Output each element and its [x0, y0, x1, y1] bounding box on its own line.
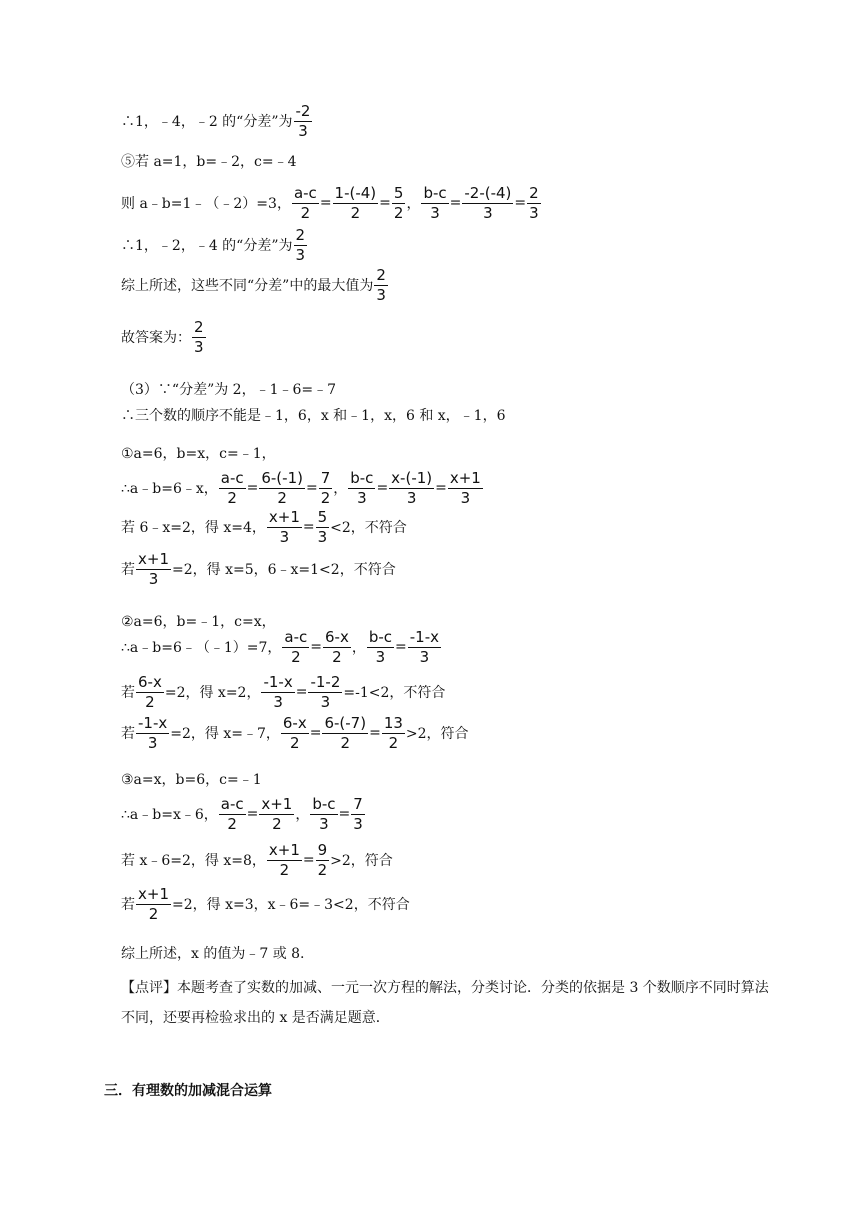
fraction-denominator: 2 — [145, 692, 155, 711]
line-text: = — [319, 195, 332, 211]
line-text: >2，符合 — [405, 726, 469, 742]
line-text: 若 — [121, 726, 135, 742]
fraction-denominator: 3 — [298, 121, 308, 140]
fraction-denominator: 2 — [340, 733, 351, 752]
fraction-numerator: 5 — [317, 507, 328, 526]
fraction-numerator: 2 — [194, 317, 204, 336]
fraction-denominator: 3 — [406, 488, 417, 507]
fraction-numerator: a-c — [284, 627, 308, 646]
fraction-denominator: 3 — [317, 527, 328, 546]
fraction — [367, 627, 394, 666]
fraction-numerator: 5 — [393, 183, 404, 202]
fraction-numerator: x+1 — [138, 549, 169, 568]
fraction-denominator: 3 — [320, 692, 331, 711]
fraction-denominator: 2 — [290, 733, 300, 752]
fraction — [462, 183, 513, 222]
fraction-numerator: x-(-1) — [391, 468, 433, 487]
solution-line — [121, 436, 276, 470]
fraction-numerator: 2 — [295, 225, 306, 244]
fraction-numerator: b-c — [368, 627, 393, 646]
fraction — [281, 713, 309, 752]
line-text: ， — [406, 196, 421, 212]
line-text: = — [302, 852, 315, 868]
fraction-numerator: -2 — [295, 101, 311, 120]
fraction-numerator: 6-(-1) — [261, 468, 303, 487]
line-text: 若 — [121, 685, 135, 701]
fraction-denominator: 2 — [317, 860, 328, 879]
fraction — [267, 507, 302, 546]
fraction-denominator: 2 — [277, 488, 287, 507]
solution-line — [121, 144, 297, 178]
fraction — [259, 794, 294, 833]
line-text: = — [246, 806, 259, 822]
solution-line — [121, 317, 207, 356]
fraction-denominator: 3 — [529, 203, 539, 222]
fraction — [310, 794, 337, 833]
comment-paragraph: 【点评】本题考查了实数的加减、一元一次方程的解法，分类讨论．分类的依据是 3 个数顺序不同时算法不同，还要再检验求出的 x 是否满足题意． — [121, 980, 769, 1026]
fraction-denominator: 2 — [320, 488, 331, 507]
fraction-numerator: -1-x — [138, 713, 168, 732]
fraction — [259, 468, 305, 507]
line-text: 若 x﹣6=2，得 x=8， — [121, 853, 266, 869]
fraction-numerator: x+1 — [268, 840, 300, 859]
line-text: =-1<2，不符合 — [343, 685, 446, 701]
fraction-numerator: 2 — [376, 265, 386, 284]
fraction-denominator: 3 — [148, 569, 159, 588]
fraction — [308, 672, 342, 711]
solution-line — [121, 627, 442, 666]
line-text: = — [338, 806, 351, 822]
fraction — [389, 468, 434, 507]
fraction — [319, 468, 333, 507]
line-text: ∴三个数的顺序不能是﹣1，6，x 和﹣1，x，6 和 x，﹣1，6 — [121, 408, 506, 424]
solution-line — [121, 840, 393, 879]
fraction-numerator: -2-(-4) — [464, 183, 512, 202]
fraction — [374, 265, 388, 304]
fraction — [219, 794, 246, 833]
line-text: （3）∵“分差”为 2，﹣1﹣6=﹣7 — [121, 382, 337, 398]
fraction — [421, 183, 448, 222]
fraction-denominator: 3 — [319, 814, 329, 833]
solution-line — [121, 549, 396, 588]
fraction — [351, 794, 365, 833]
line-text: ①a=6，b=x，c=﹣1， — [121, 446, 276, 462]
line-text: ∴a﹣b=x﹣6， — [121, 807, 218, 823]
fraction-numerator: x+1 — [449, 468, 481, 487]
fraction — [448, 468, 483, 507]
line-text: 故答案为： — [121, 330, 191, 346]
fraction — [192, 317, 206, 356]
fraction-denominator: 2 — [227, 488, 237, 507]
line-text: 则 a﹣b=1﹣（﹣2）=3， — [121, 196, 291, 212]
fraction-numerator: b-c — [423, 183, 447, 202]
fraction-denominator: 3 — [295, 245, 306, 264]
solution-line — [121, 794, 366, 833]
fraction — [136, 713, 169, 752]
fraction-numerator: 6-(-7) — [324, 713, 367, 732]
line-text: 若 — [121, 897, 135, 913]
fraction — [136, 549, 171, 588]
fraction-numerator: -1-2 — [310, 672, 341, 691]
solution-line — [121, 936, 305, 970]
solution-line — [121, 713, 469, 752]
line-text: 若 6﹣x=2，得 x=4， — [121, 520, 266, 536]
line-text: ③a=x，b=6，c=﹣1 — [121, 772, 262, 788]
fraction — [527, 183, 541, 222]
line-text: = — [369, 725, 381, 741]
line-text: ∴1，﹣2，﹣4 的“分差”为 — [121, 238, 293, 254]
fraction-numerator: b-c — [312, 794, 336, 813]
fraction — [316, 507, 330, 546]
fraction — [136, 672, 164, 711]
line-text: ∴a﹣b=6﹣（﹣1）=7， — [121, 640, 282, 656]
fraction-denominator: 2 — [227, 814, 237, 833]
fraction-numerator: 2 — [529, 183, 539, 202]
fraction — [294, 225, 308, 264]
fraction-numerator: -1-x — [409, 627, 440, 646]
fraction — [408, 627, 441, 666]
fraction-denominator: 3 — [375, 647, 386, 666]
fraction — [382, 713, 405, 752]
solution-line — [121, 468, 484, 507]
fraction-numerator: 7 — [320, 468, 331, 487]
fraction — [282, 627, 309, 666]
fraction — [136, 884, 171, 923]
fraction — [392, 183, 406, 222]
fraction-numerator: 13 — [383, 713, 403, 732]
line-text: =2，得 x=2， — [164, 685, 261, 701]
line-text: = — [449, 195, 462, 211]
fraction-numerator: 1-(-4) — [334, 183, 377, 202]
line-text: = — [246, 480, 259, 496]
fraction-numerator: 9 — [317, 840, 328, 859]
solution-line — [121, 225, 308, 264]
line-text: ∴1，﹣4，﹣2 的“分差”为 — [121, 114, 293, 130]
line-text: = — [310, 639, 322, 655]
fraction — [323, 627, 351, 666]
fraction-denominator: 2 — [350, 203, 361, 222]
line-text: = — [376, 480, 389, 496]
fraction — [292, 183, 319, 222]
line-text: >2，符合 — [330, 853, 393, 869]
fraction-numerator: -1-x — [263, 672, 293, 691]
solution-line — [121, 762, 262, 796]
line-text: = — [305, 480, 318, 496]
solution-line — [121, 265, 389, 304]
line-text: ， — [333, 481, 348, 497]
fraction-numerator: x+1 — [268, 507, 300, 526]
fraction-denominator: 3 — [483, 203, 493, 222]
solution-line — [121, 398, 505, 432]
solution-line — [121, 884, 410, 923]
solution-line — [121, 507, 407, 546]
fraction-denominator: 2 — [148, 904, 159, 923]
fraction-numerator: 6-x — [282, 713, 307, 732]
fraction-numerator: a-c — [293, 183, 317, 202]
line-text: = — [295, 684, 308, 700]
fraction — [219, 468, 246, 507]
fraction — [322, 713, 368, 752]
fraction-denominator: 2 — [393, 203, 404, 222]
fraction-numerator: b-c — [350, 468, 374, 487]
fraction — [348, 468, 375, 507]
line-text: =2，得 x=3，x﹣6=﹣3<2，不符合 — [172, 897, 410, 913]
fraction-denominator: 2 — [388, 733, 399, 752]
fraction-denominator: 3 — [460, 488, 471, 507]
line-text: 若 — [121, 562, 135, 578]
fraction-denominator: 2 — [279, 860, 290, 879]
fraction — [316, 840, 330, 879]
fraction-numerator: x+1 — [138, 884, 169, 903]
fraction — [267, 840, 302, 879]
line-text: ， — [351, 640, 366, 656]
line-text: = — [395, 639, 407, 655]
fraction-denominator: 3 — [279, 527, 290, 546]
line-text: =2，得 x=5，6﹣x=1<2，不符合 — [172, 562, 396, 578]
fraction-denominator: 2 — [300, 203, 311, 222]
line-text: = — [514, 195, 527, 211]
line-text: 综上所述，这些不同“分差”中的最大值为 — [121, 278, 374, 294]
line-text: = — [379, 195, 391, 211]
fraction-denominator: 2 — [332, 647, 342, 666]
line-text: ⑤若 a=1，b=﹣2，c=﹣4 — [121, 154, 297, 170]
line-text: 综上所述，x 的值为﹣7 或 8. — [121, 946, 305, 962]
section-heading: 三．有理数的加减混合运算 — [104, 1083, 272, 1099]
fraction-denominator: 3 — [353, 814, 363, 833]
line-text: =2，得 x=﹣7， — [170, 726, 280, 742]
fraction-denominator: 2 — [291, 647, 301, 666]
line-text: <2，不符合 — [330, 520, 407, 536]
fraction-denominator: 3 — [430, 203, 440, 222]
fraction-denominator: 2 — [272, 814, 282, 833]
fraction-numerator: 7 — [353, 794, 363, 813]
solution-line — [121, 101, 313, 140]
solution-line — [121, 183, 542, 222]
line-text: ∴a﹣b=6﹣x， — [121, 481, 218, 497]
line-text: ， — [295, 807, 310, 823]
fraction-denominator: 3 — [194, 337, 204, 356]
fraction-denominator: 3 — [376, 285, 386, 304]
solution-line — [121, 672, 446, 711]
line-text: = — [309, 725, 322, 741]
line-text: ②a=6，b=﹣1，c=x， — [121, 614, 276, 630]
fraction — [294, 101, 313, 140]
fraction-numerator: x+1 — [261, 794, 293, 813]
fraction-denominator: 3 — [419, 647, 430, 666]
fraction-denominator: 3 — [147, 733, 158, 752]
fraction-numerator: 6-x — [138, 672, 162, 691]
line-text: = — [435, 480, 447, 496]
fraction — [261, 672, 294, 711]
line-text: = — [302, 519, 315, 535]
fraction-numerator: a-c — [220, 468, 244, 487]
fraction — [333, 183, 379, 222]
fraction-numerator: a-c — [220, 794, 244, 813]
fraction-denominator: 3 — [273, 692, 283, 711]
fraction-denominator: 3 — [357, 488, 367, 507]
fraction-numerator: 6-x — [325, 627, 349, 646]
